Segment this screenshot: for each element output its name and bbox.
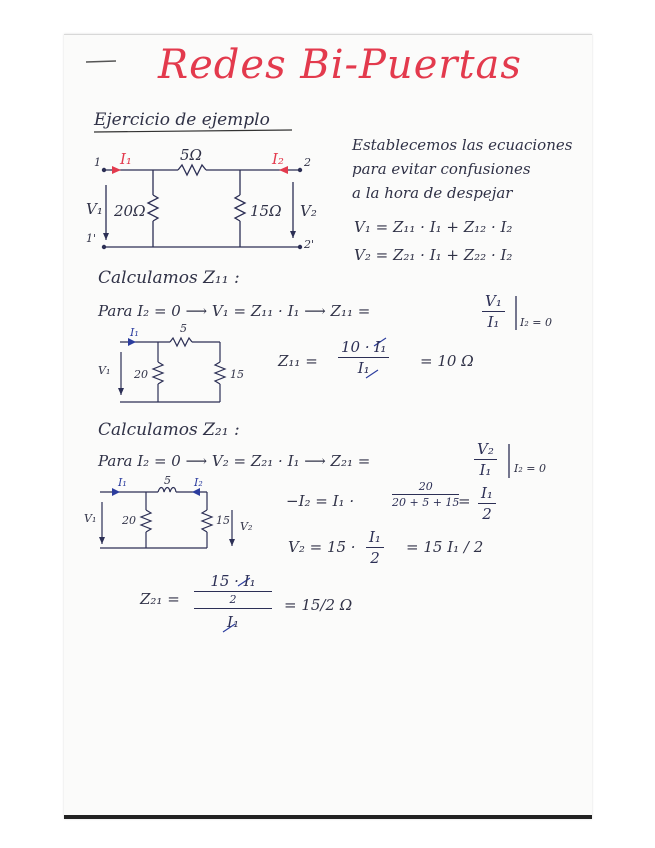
z11-result-fraction <box>338 338 389 377</box>
z21-final-fraction <box>194 572 272 631</box>
z21-v2-num: I₁ <box>366 528 384 548</box>
i2-label: I₂ <box>272 150 284 168</box>
c2-r-left-label: 20 <box>134 368 148 381</box>
z21-final-result: = 15/2 Ω <box>284 596 353 614</box>
z21-current-result-fraction <box>478 484 496 523</box>
z11-frac-num: V₁ <box>482 292 505 312</box>
z21-final-num-den: 2 <box>194 591 272 606</box>
z21-cur-num: 20 <box>392 480 459 495</box>
z21-current-lhs: −I₂ = I₁ · <box>286 492 355 510</box>
i1-label: I₁ <box>120 150 132 168</box>
z11-result-value: = 10 Ω <box>420 352 474 370</box>
r-left-label: 20Ω <box>114 202 146 220</box>
z11-condition: Para I₂ = 0 ⟶ V₁ = Z₁₁ · I₁ ⟶ Z₁₁ = <box>98 302 371 320</box>
z21-cur-res-num: I₁ <box>478 484 496 504</box>
c3-r-right-label: 15 <box>216 514 230 527</box>
z21-frac-num: V₂ <box>474 440 497 460</box>
z11-heading: Calculamos Z₁₁ : <box>98 268 240 288</box>
z21-current-eq: = <box>458 492 471 510</box>
page-subtitle: Ejercicio de ejemplo <box>94 110 270 130</box>
subtitle-underline <box>94 130 292 132</box>
circuit-3 <box>100 488 232 549</box>
c3-v2-label: V₂ <box>240 520 253 533</box>
c3-r-series-label: 5 <box>164 474 171 487</box>
z21-v2-fraction <box>366 528 384 567</box>
z21-eval: I₂ = 0 <box>514 462 546 475</box>
z11-result-den: I₁ <box>357 359 370 377</box>
z21-fraction <box>474 440 497 479</box>
page-title: Redes Bi-Puertas <box>158 42 522 88</box>
margin-dash <box>86 61 116 62</box>
intro-line-1: Establecemos las ecuaciones <box>352 136 573 154</box>
c2-v1-label: V₁ <box>98 364 111 377</box>
r-right-label: 15Ω <box>250 202 282 220</box>
z21-heading: Calculamos Z₂₁ : <box>98 420 240 440</box>
z21-frac-den: I₁ <box>479 461 492 479</box>
z21-v2-result: = 15 I₁ / 2 <box>406 538 484 556</box>
z11-eval: I₂ = 0 <box>520 316 552 329</box>
z11-fraction <box>482 292 505 331</box>
c2-r-right-label: 15 <box>230 368 244 381</box>
equation-v2: V₂ = Z₂₁ · I₁ + Z₂₂ · I₂ <box>354 246 513 264</box>
z11-result-lhs: Z₁₁ = <box>278 352 318 370</box>
resistor-5-icon <box>178 165 206 175</box>
intro-line-2: para evitar confusiones <box>352 160 531 178</box>
z21-final-den: I₁ <box>194 608 272 631</box>
z11-result-num: 10 · I₁ <box>338 338 389 358</box>
z21-condition: Para I₂ = 0 ⟶ V₂ = Z₂₁ · I₁ ⟶ Z₂₁ = <box>98 452 371 470</box>
c2-r-series-label: 5 <box>180 322 187 335</box>
resistor-15-icon <box>235 195 245 221</box>
node-2-label: 2 <box>304 156 311 169</box>
c2-i1-label: I₁ <box>130 326 139 339</box>
z21-cur-den: 20 + 5 + 15 <box>392 496 460 509</box>
z11-frac-den: I₁ <box>487 313 500 331</box>
intro-line-3: a la hora de despejar <box>352 184 513 202</box>
c3-i1-label: I₁ <box>118 476 127 489</box>
resistor-20-icon <box>148 195 158 221</box>
node-1-label: 1 <box>94 156 101 169</box>
z21-v2-lhs: V₂ = 15 · <box>288 538 356 556</box>
r-series-label: 5Ω <box>180 146 202 164</box>
equation-v1: V₁ = Z₁₁ · I₁ + Z₁₂ · I₂ <box>354 218 513 236</box>
node-1p-label: 1' <box>86 232 97 245</box>
z21-final-num-num: 15 · I₁ <box>210 572 256 590</box>
node-2p-label: 2' <box>304 238 315 251</box>
z21-current-fraction <box>392 480 459 509</box>
v1-label: V₁ <box>86 200 103 218</box>
c3-v1-label: V₁ <box>84 512 97 525</box>
v2-label: V₂ <box>300 202 317 220</box>
z21-v2-den: 2 <box>370 549 380 567</box>
c3-r-left-label: 20 <box>122 514 136 527</box>
z21-final-lhs: Z₂₁ = <box>140 590 180 608</box>
z21-cur-res-den: 2 <box>482 505 492 523</box>
c3-i2-label: I₂ <box>194 476 203 489</box>
